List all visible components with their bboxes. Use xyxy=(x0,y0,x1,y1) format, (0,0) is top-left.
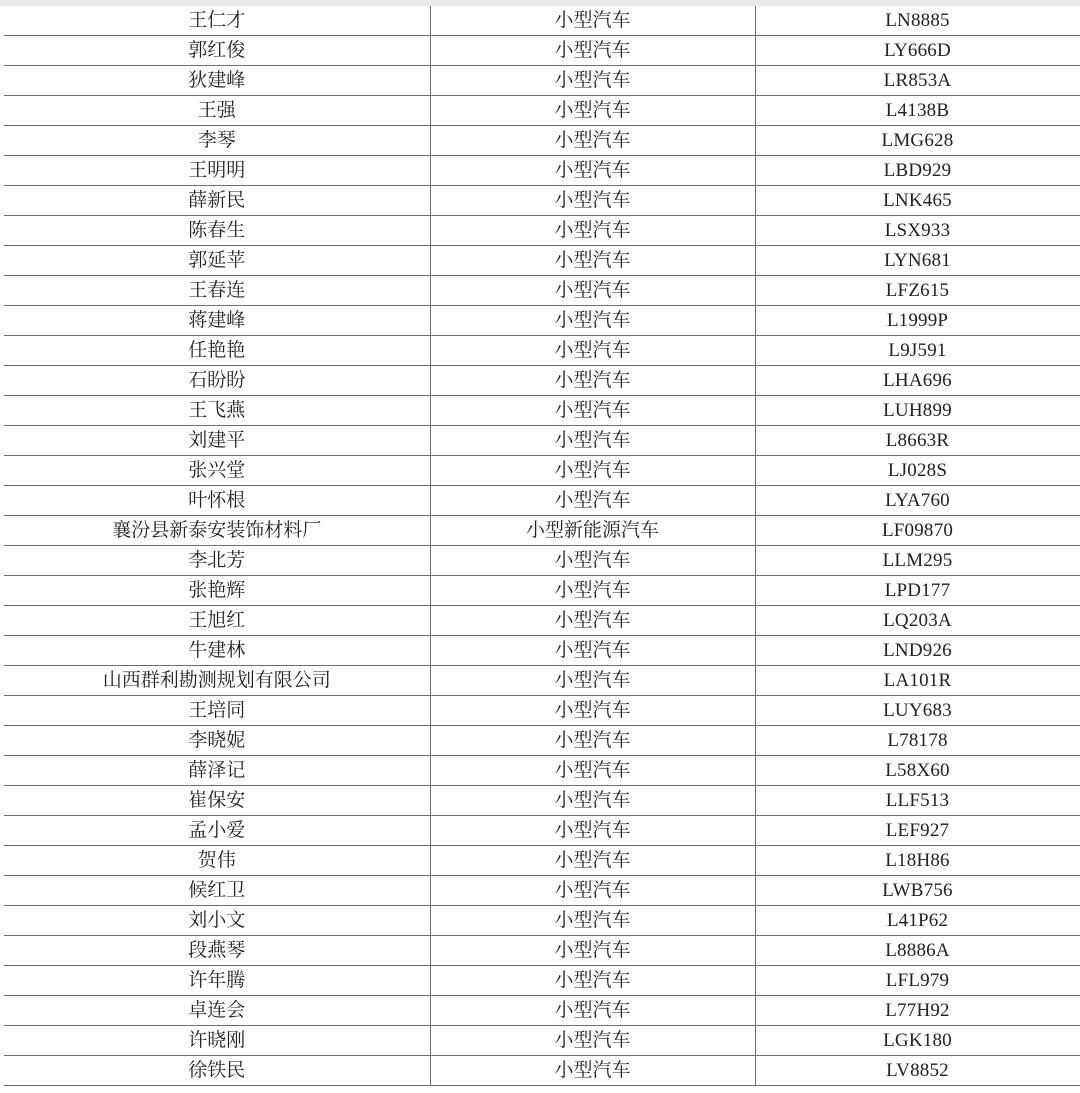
owner-name-cell: 王仁才 xyxy=(4,6,430,36)
plate-number-cell: LNK465 xyxy=(755,186,1080,216)
owner-name-cell: 李晓妮 xyxy=(4,726,430,756)
owner-name-cell: 孟小爱 xyxy=(4,816,430,846)
table-row xyxy=(4,246,1080,276)
vehicle-type-cell: 小型汽车 xyxy=(430,876,755,906)
table-row xyxy=(4,906,1080,936)
table-row xyxy=(4,846,1080,876)
plate-number-cell: LLM295 xyxy=(755,546,1080,576)
owner-name-cell: 刘建平 xyxy=(4,426,430,456)
owner-name-cell: 郭延苹 xyxy=(4,246,430,276)
owner-name-cell: 李琴 xyxy=(4,126,430,156)
plate-number-cell: LBD929 xyxy=(755,156,1080,186)
plate-number-cell: LQ203A xyxy=(755,606,1080,636)
table-row xyxy=(4,786,1080,816)
plate-number-cell: L77H92 xyxy=(755,996,1080,1026)
vehicle-type-cell: 小型汽车 xyxy=(430,156,755,186)
table-row xyxy=(4,546,1080,576)
vehicle-type-cell: 小型汽车 xyxy=(430,66,755,96)
vehicle-type-cell: 小型汽车 xyxy=(430,276,755,306)
vehicle-type-cell: 小型汽车 xyxy=(430,1056,755,1086)
owner-name-cell: 张兴堂 xyxy=(4,456,430,486)
plate-number-cell: LWB756 xyxy=(755,876,1080,906)
vehicle-type-cell: 小型汽车 xyxy=(430,696,755,726)
table-row xyxy=(4,576,1080,606)
vehicle-type-cell: 小型汽车 xyxy=(430,1026,755,1056)
plate-number-cell: LUH899 xyxy=(755,396,1080,426)
plate-number-cell: L1999P xyxy=(755,306,1080,336)
table-row xyxy=(4,276,1080,306)
table-row xyxy=(4,1026,1080,1056)
plate-number-cell: LLF513 xyxy=(755,786,1080,816)
owner-name-cell: 石盼盼 xyxy=(4,366,430,396)
owner-name-cell: 王强 xyxy=(4,96,430,126)
owner-name-cell: 牛建林 xyxy=(4,636,430,666)
table-row xyxy=(4,6,1080,36)
owner-name-cell: 薛新民 xyxy=(4,186,430,216)
owner-name-cell: 狄建峰 xyxy=(4,66,430,96)
vehicle-type-cell: 小型汽车 xyxy=(430,6,755,36)
owner-name-cell: 徐铁民 xyxy=(4,1056,430,1086)
plate-number-cell: L41P62 xyxy=(755,906,1080,936)
owner-name-cell: 陈春生 xyxy=(4,216,430,246)
plate-number-cell: LYN681 xyxy=(755,246,1080,276)
owner-name-cell: 薛泽记 xyxy=(4,756,430,786)
plate-number-cell: L8663R xyxy=(755,426,1080,456)
owner-name-cell: 襄汾县新泰安装饰材料厂 xyxy=(4,516,430,546)
plate-number-cell: L9J591 xyxy=(755,336,1080,366)
plate-number-cell: LV8852 xyxy=(755,1056,1080,1086)
vehicle-type-cell: 小型汽车 xyxy=(430,666,755,696)
owner-name-cell: 山西群利勘测规划有限公司 xyxy=(4,666,430,696)
table-row xyxy=(4,36,1080,66)
plate-number-cell: LFL979 xyxy=(755,966,1080,996)
vehicle-table xyxy=(4,6,1080,1086)
vehicle-type-cell: 小型汽车 xyxy=(430,126,755,156)
table-row xyxy=(4,876,1080,906)
plate-number-cell: LY666D xyxy=(755,36,1080,66)
vehicle-type-cell: 小型汽车 xyxy=(430,906,755,936)
vehicle-type-cell: 小型汽车 xyxy=(430,756,755,786)
owner-name-cell: 王明明 xyxy=(4,156,430,186)
plate-number-cell: LMG628 xyxy=(755,126,1080,156)
plate-number-cell: LPD177 xyxy=(755,576,1080,606)
vehicle-type-cell: 小型汽车 xyxy=(430,546,755,576)
owner-name-cell: 蒋建峰 xyxy=(4,306,430,336)
vehicle-type-cell: 小型汽车 xyxy=(430,726,755,756)
plate-number-cell: LR853A xyxy=(755,66,1080,96)
vehicle-type-cell: 小型汽车 xyxy=(430,936,755,966)
vehicle-type-cell: 小型汽车 xyxy=(430,366,755,396)
owner-name-cell: 刘小文 xyxy=(4,906,430,936)
plate-number-cell: LYA760 xyxy=(755,486,1080,516)
owner-name-cell: 王春连 xyxy=(4,276,430,306)
table-row xyxy=(4,186,1080,216)
vehicle-type-cell: 小型汽车 xyxy=(430,996,755,1026)
vehicle-type-cell: 小型汽车 xyxy=(430,606,755,636)
plate-number-cell: LFZ615 xyxy=(755,276,1080,306)
table-row xyxy=(4,666,1080,696)
owner-name-cell: 叶怀根 xyxy=(4,486,430,516)
vehicle-type-cell: 小型汽车 xyxy=(430,36,755,66)
vehicle-type-cell: 小型汽车 xyxy=(430,846,755,876)
table-row xyxy=(4,966,1080,996)
owner-name-cell: 王培同 xyxy=(4,696,430,726)
plate-number-cell: LND926 xyxy=(755,636,1080,666)
table-row xyxy=(4,96,1080,126)
table-row xyxy=(4,216,1080,246)
table-row xyxy=(4,456,1080,486)
plate-number-cell: LHA696 xyxy=(755,366,1080,396)
table-row xyxy=(4,996,1080,1026)
table-row xyxy=(4,1056,1080,1086)
plate-number-cell: LA101R xyxy=(755,666,1080,696)
owner-name-cell: 贺伟 xyxy=(4,846,430,876)
owner-name-cell: 王飞燕 xyxy=(4,396,430,426)
table-row xyxy=(4,126,1080,156)
plate-number-cell: LJ028S xyxy=(755,456,1080,486)
owner-name-cell: 段燕琴 xyxy=(4,936,430,966)
owner-name-cell: 任艳艳 xyxy=(4,336,430,366)
vehicle-type-cell: 小型汽车 xyxy=(430,96,755,126)
table-row xyxy=(4,636,1080,666)
table-row xyxy=(4,606,1080,636)
vehicle-type-cell: 小型汽车 xyxy=(430,456,755,486)
table-row xyxy=(4,426,1080,456)
plate-number-cell: L78178 xyxy=(755,726,1080,756)
plate-number-cell: LEF927 xyxy=(755,816,1080,846)
table-row xyxy=(4,366,1080,396)
plate-number-cell: LN8885 xyxy=(755,6,1080,36)
table-row xyxy=(4,816,1080,846)
owner-name-cell: 王旭红 xyxy=(4,606,430,636)
table-row xyxy=(4,156,1080,186)
vehicle-type-cell: 小型汽车 xyxy=(430,216,755,246)
vehicle-type-cell: 小型汽车 xyxy=(430,786,755,816)
vehicle-table-body xyxy=(4,6,1080,1086)
vehicle-type-cell: 小型汽车 xyxy=(430,816,755,846)
vehicle-type-cell: 小型汽车 xyxy=(430,426,755,456)
owner-name-cell: 崔保安 xyxy=(4,786,430,816)
plate-number-cell: L4138B xyxy=(755,96,1080,126)
table-row xyxy=(4,396,1080,426)
vehicle-type-cell: 小型新能源汽车 xyxy=(430,516,755,546)
vehicle-type-cell: 小型汽车 xyxy=(430,306,755,336)
plate-number-cell: L18H86 xyxy=(755,846,1080,876)
table-row xyxy=(4,936,1080,966)
plate-number-cell: LF09870 xyxy=(755,516,1080,546)
vehicle-type-cell: 小型汽车 xyxy=(430,186,755,216)
table-row xyxy=(4,756,1080,786)
plate-number-cell: LSX933 xyxy=(755,216,1080,246)
table-row xyxy=(4,66,1080,96)
vehicle-type-cell: 小型汽车 xyxy=(430,396,755,426)
table-row xyxy=(4,306,1080,336)
plate-number-cell: L8886A xyxy=(755,936,1080,966)
vehicle-type-cell: 小型汽车 xyxy=(430,336,755,366)
vehicle-type-cell: 小型汽车 xyxy=(430,966,755,996)
table-row xyxy=(4,696,1080,726)
owner-name-cell: 郭红俊 xyxy=(4,36,430,66)
owner-name-cell: 许年腾 xyxy=(4,966,430,996)
owner-name-cell: 张艳辉 xyxy=(4,576,430,606)
vehicle-type-cell: 小型汽车 xyxy=(430,636,755,666)
table-row xyxy=(4,516,1080,546)
plate-number-cell: LGK180 xyxy=(755,1026,1080,1056)
owner-name-cell: 卓连会 xyxy=(4,996,430,1026)
owner-name-cell: 候红卫 xyxy=(4,876,430,906)
plate-number-cell: L58X60 xyxy=(755,756,1080,786)
table-row xyxy=(4,336,1080,366)
vehicle-type-cell: 小型汽车 xyxy=(430,246,755,276)
table-row xyxy=(4,486,1080,516)
owner-name-cell: 李北芳 xyxy=(4,546,430,576)
vehicle-type-cell: 小型汽车 xyxy=(430,576,755,606)
plate-number-cell: LUY683 xyxy=(755,696,1080,726)
vehicle-type-cell: 小型汽车 xyxy=(430,486,755,516)
owner-name-cell: 许晓刚 xyxy=(4,1026,430,1056)
table-row xyxy=(4,726,1080,756)
